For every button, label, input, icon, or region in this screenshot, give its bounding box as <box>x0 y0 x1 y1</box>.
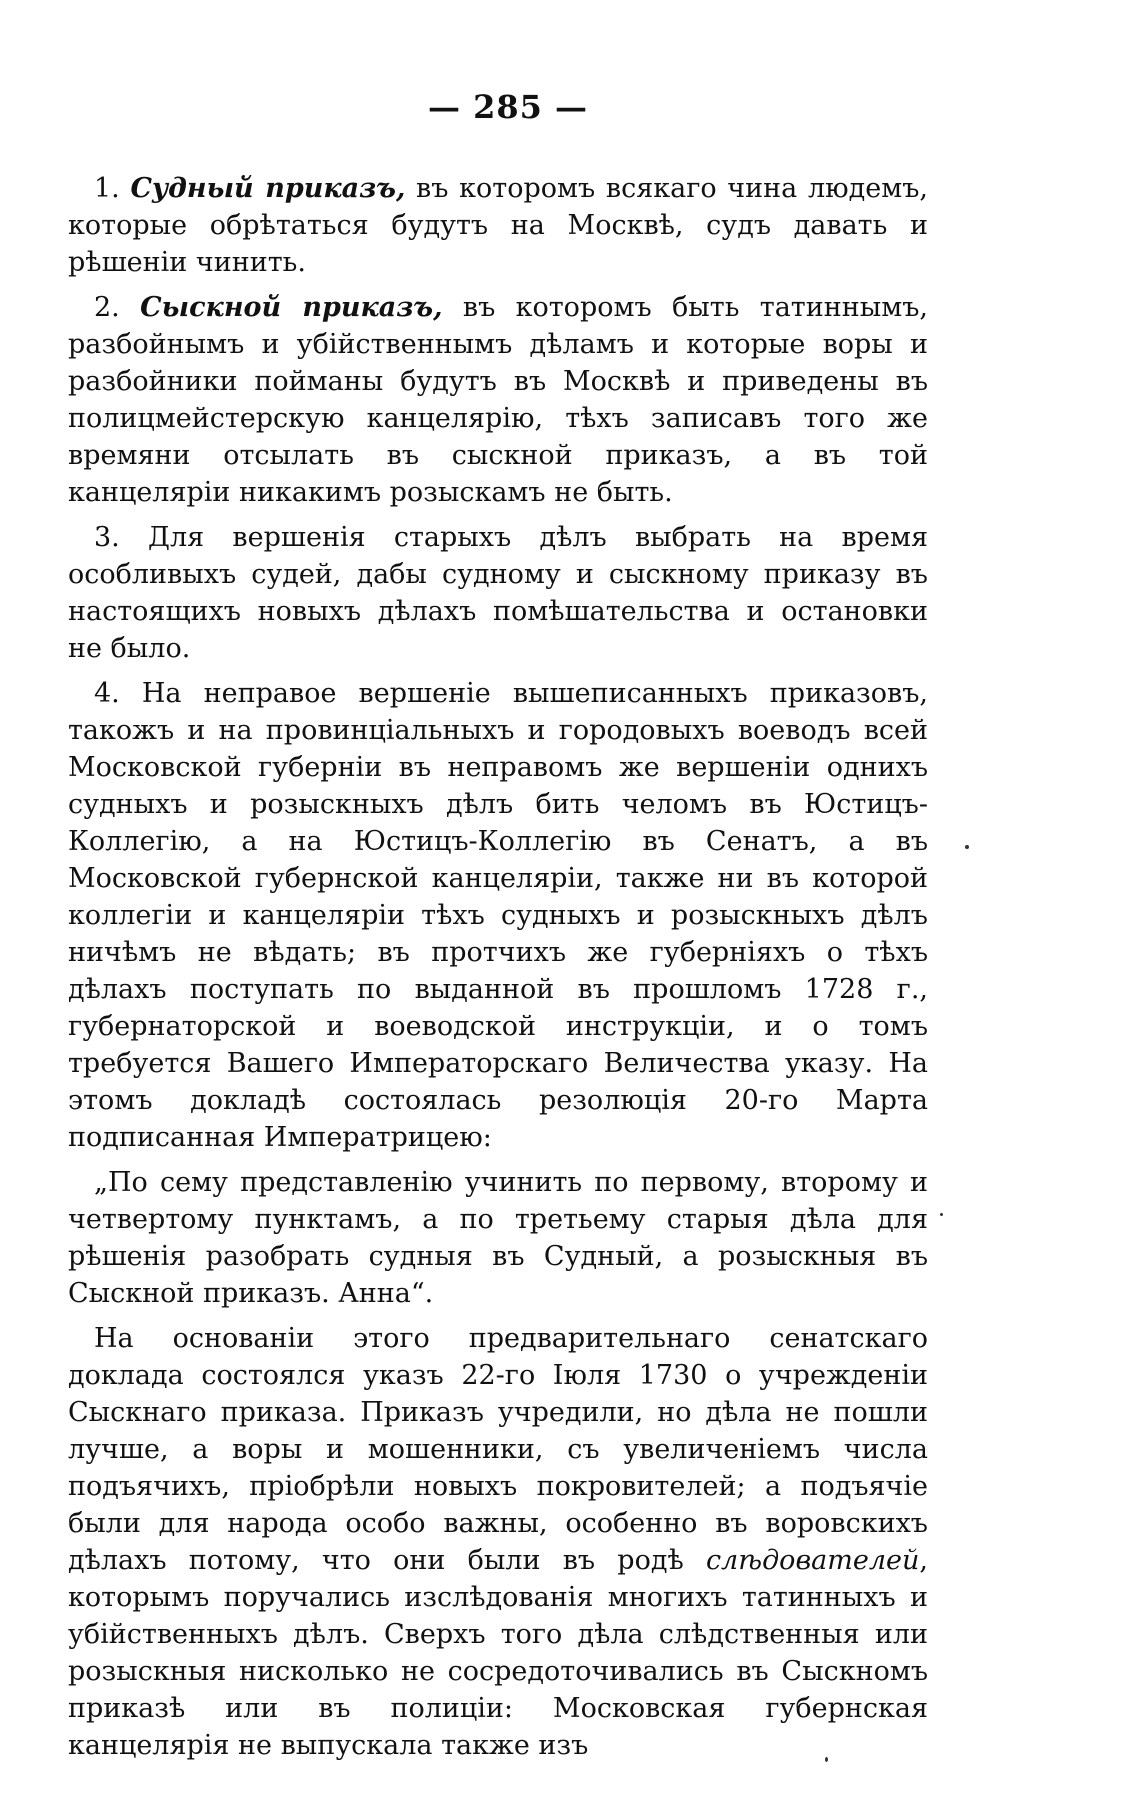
ink-speck <box>825 1757 828 1762</box>
item-2 <box>68 289 928 511</box>
ink-speck <box>965 845 969 849</box>
item-3 <box>68 519 928 667</box>
document-page <box>68 88 928 1772</box>
ink-speck <box>940 1213 943 1216</box>
item-4 <box>68 675 928 1156</box>
closing-part-1: На основаніи этого предварительнаго сенатскаго доклада состоялся указъ 22-го Іюля 1730 о учрежденіи Сыскнаго приказа. Приказъ учредили, но дѣла не пошли лучше, а воры и мошенники, съ увеличеніемъ числа подъячихъ, пріобрѣли новыхъ покровителей; а подъячіе были для народа особо важны, особенно въ воровскихъ дѣлахъ потому, что они были въ родѣ <box>68 1323 928 1576</box>
item-4-text: На неправое вершеніе вышеписанныхъ приказовъ, такожъ и на провинціальныхъ и городовыхъ воеводъ всей Московской губерніи въ неправомъ же вершеніи однихъ судныхъ и розыскныхъ дѣлъ бить челомъ въ Юстицъ-Коллегію, а на Юстицъ-Коллегію въ Сенатъ, а въ Московской губернской канцеляріи, также ни въ которой коллегіи и канцеляріи тѣхъ судныхъ и розыскныхъ дѣлъ ничѣмъ не вѣдать; въ протчихъ же губерніяхъ о тѣхъ дѣлахъ поступать по выданной въ прошломъ 1728 г., губернаторской и воеводской инструкціи, и о томъ требуется Вашего Императорскаго Величества указу. На этомъ докладѣ состоялась резолюція 20-го Марта подписанная Императрицею: <box>68 678 928 1153</box>
item-4-number: 4. <box>94 678 120 709</box>
closing-paragraph <box>68 1320 928 1764</box>
resolution-quote: „По сему представленію учинить по первому, второму и четвертому пунктамъ, а по третьему старыя дѣла для рѣшенія разобрать судныя въ Судный, а розыскныя въ Сыскной приказъ. Анна“. <box>68 1167 928 1309</box>
item-1-text: въ которомъ всякаго чина людемъ, которые обрѣтаться будутъ на Москвѣ, судъ давать и рѣшеніи чинить. <box>68 173 928 278</box>
item-2-lead: Сыскной приказъ, <box>140 292 443 323</box>
item-3-number: 3. <box>94 522 120 553</box>
closing-italic-term: слѣдователей <box>705 1545 920 1576</box>
item-2-text: въ которомъ быть татиннымъ, разбойнымъ и убійственнымъ дѣламъ и которые воры и разбойники пойманы будутъ въ Москвѣ и приведены въ полицмейстерскую канцелярію, тѣхъ записавъ того же времяни отсылать въ сыскной приказъ, а въ той канцеляріи никакимъ розыскамъ не быть. <box>68 292 928 508</box>
item-1-lead: Судный приказъ, <box>130 173 406 204</box>
item-1-number: 1. <box>94 173 120 204</box>
page-number: — 285 — <box>427 88 589 126</box>
item-1 <box>68 170 928 281</box>
item-2-number: 2. <box>94 292 120 323</box>
closing-part-2: , которымъ поручались изслѣдованія многихъ татинныхъ и убійственныхъ дѣлъ. Сверхъ того дѣла слѣдственныя или розыскныя нисколько не сосредоточивались въ Сыскномъ приказѣ или въ полиціи: Московская губернская канцелярія не выпускала также изъ <box>68 1545 928 1761</box>
item-3-text: Для вершенія старыхъ дѣлъ выбрать на время особливыхъ судей, дабы судному и сыскному приказу въ настоящихъ новыхъ дѣлахъ помѣшательства и остановки не было. <box>68 522 928 664</box>
